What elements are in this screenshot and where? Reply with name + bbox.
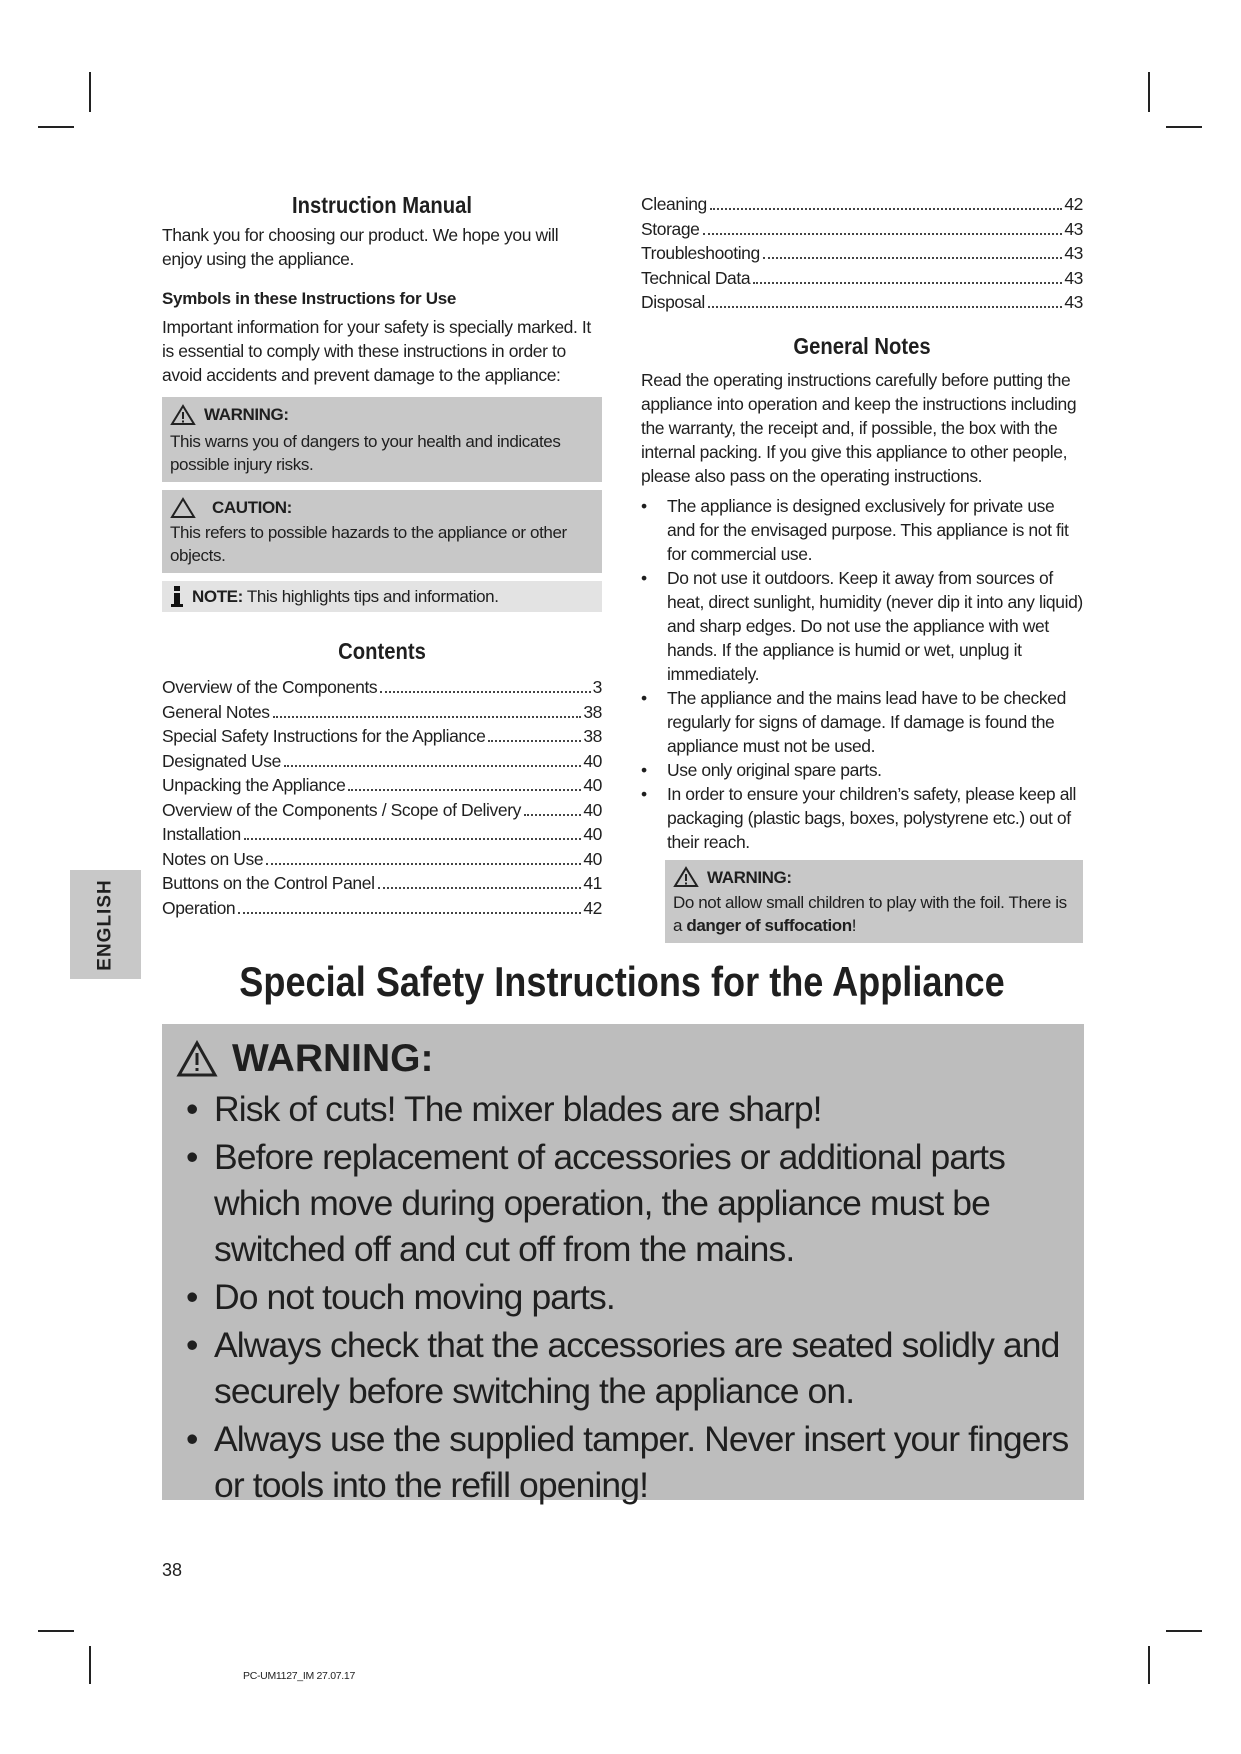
toc-item[interactable]: [162, 896, 602, 921]
special-safety-warning-box: [162, 1024, 1084, 1505]
toc-label: Disposal: [641, 292, 705, 312]
toc-item[interactable]: [641, 192, 1083, 217]
toc-item[interactable]: [162, 871, 602, 896]
toc-item[interactable]: [162, 822, 602, 847]
caution-triangle-icon: [170, 497, 196, 519]
foil-warning-text: [673, 891, 1075, 937]
contents-list-continued: [641, 192, 1083, 315]
intro-title: Instruction Manual: [292, 192, 472, 218]
crop-mark: [1148, 72, 1150, 112]
toc-item[interactable]: [162, 724, 602, 749]
crop-mark: [89, 1646, 91, 1684]
toc-label: Buttons on the Control Panel: [162, 873, 375, 893]
caution-box-header: [170, 496, 594, 519]
general-notes-title: General Notes: [793, 332, 931, 359]
crop-mark: [1148, 1646, 1150, 1684]
toc-item[interactable]: [641, 241, 1083, 266]
list-item: • Do not use it outdoors. Keep it away from sources of heat, direct sunlight, humidity (never dip it into any liquid) and sharp edges. Do not use the appliance with wet hands. If the appliance is humid or wet, unplug it immediately.: [641, 566, 1083, 686]
warning-label: WARNING:: [204, 405, 289, 424]
toc-label: Storage: [641, 218, 700, 239]
special-safety-title: Special Safety Instructions for the Appliance: [239, 958, 1005, 1005]
toc-label: Overview of the Components: [162, 677, 378, 697]
toc-page: 40: [583, 799, 602, 820]
toc-label: General Notes: [162, 701, 270, 722]
left-column: [162, 192, 602, 920]
info-icon: [170, 586, 184, 608]
toc-label: Troubleshooting: [641, 243, 760, 263]
warning-text: This warns you of dangers to your health and indicates possible injury risks.: [170, 432, 561, 474]
list-item: • Do not touch moving parts.: [176, 1274, 1076, 1320]
toc-page: 40: [583, 848, 602, 869]
toc-page: 43: [1064, 218, 1083, 239]
crop-mark: [1166, 1630, 1202, 1632]
intro-text: Thank you for choosing our product. We hope you will enjoy using the appliance.: [162, 225, 559, 269]
toc-page: 43: [1064, 292, 1083, 312]
toc-page: 43: [1064, 267, 1083, 288]
crop-mark: [38, 1630, 74, 1632]
toc-page: 41: [583, 873, 602, 893]
foil-warning-emphasis: danger of suffocation: [686, 915, 852, 935]
special-safety-warning-header: [176, 1032, 1076, 1086]
toc-label: Cleaning: [641, 194, 707, 214]
toc-item[interactable]: [162, 773, 602, 798]
list-item: • Always check that the accessories are seated solidly and securely before switching the appliance on.: [176, 1322, 1076, 1414]
warning-triangle-icon: [176, 1040, 218, 1078]
toc-page: 40: [583, 775, 602, 795]
toc-label: Unpacking the Appliance: [162, 775, 346, 795]
special-safety-warning-label: WARNING:: [232, 1037, 434, 1080]
toc-label: Overview of the Components / Scope of Delivery: [162, 799, 521, 820]
warning-triangle-icon: [170, 404, 196, 426]
list-item: • The appliance is designed exclusively for private use and for the envisaged purpose. This appliance is not fit for commercial use.: [641, 494, 1083, 566]
toc-label: Designated Use: [162, 750, 281, 771]
toc-item[interactable]: [162, 847, 602, 872]
contents-title: Contents: [338, 638, 426, 664]
special-safety-bullets: [176, 1086, 1076, 1508]
toc-page: 40: [583, 824, 602, 844]
toc-item[interactable]: [162, 700, 602, 725]
symbols-text: Important information for your safety is specially marked. It is essential to comply with these instructions in order to avoid accidents and prevent damage to the appliance:: [162, 317, 591, 385]
general-notes-text: Read the operating instructions carefully before putting the appliance into operation and keep the instructions including the warranty, the receipt and, if possible, the box with the internal packing. If you give this appliance to other people, please also pass on the operating instructions.: [641, 369, 1077, 486]
toc-label: Installation: [162, 824, 241, 844]
warning-box-header: [170, 403, 594, 426]
toc-label: Operation: [162, 897, 236, 918]
language-tab: [70, 870, 141, 979]
crop-mark: [38, 126, 74, 128]
foil-warning-text-pre: Do not allow small children to play with the foil. There is a: [673, 892, 1067, 935]
symbols-heading: Symbols in these Instructions for Use: [162, 289, 457, 308]
note-text: This highlights tips and information.: [246, 587, 499, 606]
list-item: • In order to ensure your children’s safety, please keep all packaging (plastic bags, boxes, polystyrene etc.) out of their reach.: [641, 782, 1083, 854]
list-item: • Before replacement of accessories or additional parts which move during operation, the appliance must be switched off and cut off from the mains.: [176, 1134, 1076, 1272]
list-item: • Always use the supplied tamper. Never insert your fingers or tools into the refill opening!: [176, 1416, 1076, 1508]
note-label: NOTE:: [192, 587, 243, 606]
warning-triangle-icon: [673, 866, 699, 888]
crop-mark: [1166, 126, 1202, 128]
toc-label: Notes on Use: [162, 848, 264, 869]
foil-warning-header: [673, 866, 1075, 889]
crop-mark: [89, 72, 91, 112]
toc-item[interactable]: [162, 798, 602, 823]
list-item: • The appliance and the mains lead have to be checked regularly for signs of damage. If damage is found the appliance must not be used.: [641, 686, 1083, 758]
toc-page: 42: [1064, 194, 1083, 214]
toc-page: 40: [583, 750, 602, 771]
warning-box: [162, 397, 602, 482]
caution-text: This refers to possible hazards to the appliance or other objects.: [170, 523, 567, 565]
list-item: • Risk of cuts! The mixer blades are sharp!: [176, 1086, 1076, 1132]
toc-item[interactable]: [162, 749, 602, 774]
toc-item[interactable]: [162, 675, 602, 700]
foil-warning-box: [665, 860, 1083, 943]
toc-page: 3: [592, 677, 602, 697]
caution-label: CAUTION:: [212, 498, 292, 517]
toc-label: Technical Data: [641, 267, 751, 288]
toc-page: 42: [583, 897, 602, 918]
contents-list: [162, 675, 602, 920]
toc-page: 38: [583, 701, 602, 722]
footer-code: PC-UM1127_IM 27.07.17: [243, 1670, 355, 1682]
foil-warning-label: WARNING:: [707, 867, 792, 887]
toc-item[interactable]: [641, 217, 1083, 242]
general-notes-bullets: [641, 494, 1083, 854]
toc-label: Special Safety Instructions for the Appliance: [162, 726, 486, 746]
language-tab-label: ENGLISH: [94, 878, 116, 971]
toc-page: 43: [1064, 243, 1083, 263]
page-number: 38: [162, 1560, 183, 1580]
note-box: [162, 581, 602, 612]
toc-item[interactable]: [641, 290, 1083, 315]
caution-box: [162, 490, 602, 573]
toc-page: 38: [583, 726, 602, 746]
right-column: [641, 192, 1083, 943]
list-item: • Use only original spare parts.: [641, 758, 1083, 782]
toc-item[interactable]: [641, 266, 1083, 291]
foil-warning-text-post: !: [851, 915, 857, 935]
